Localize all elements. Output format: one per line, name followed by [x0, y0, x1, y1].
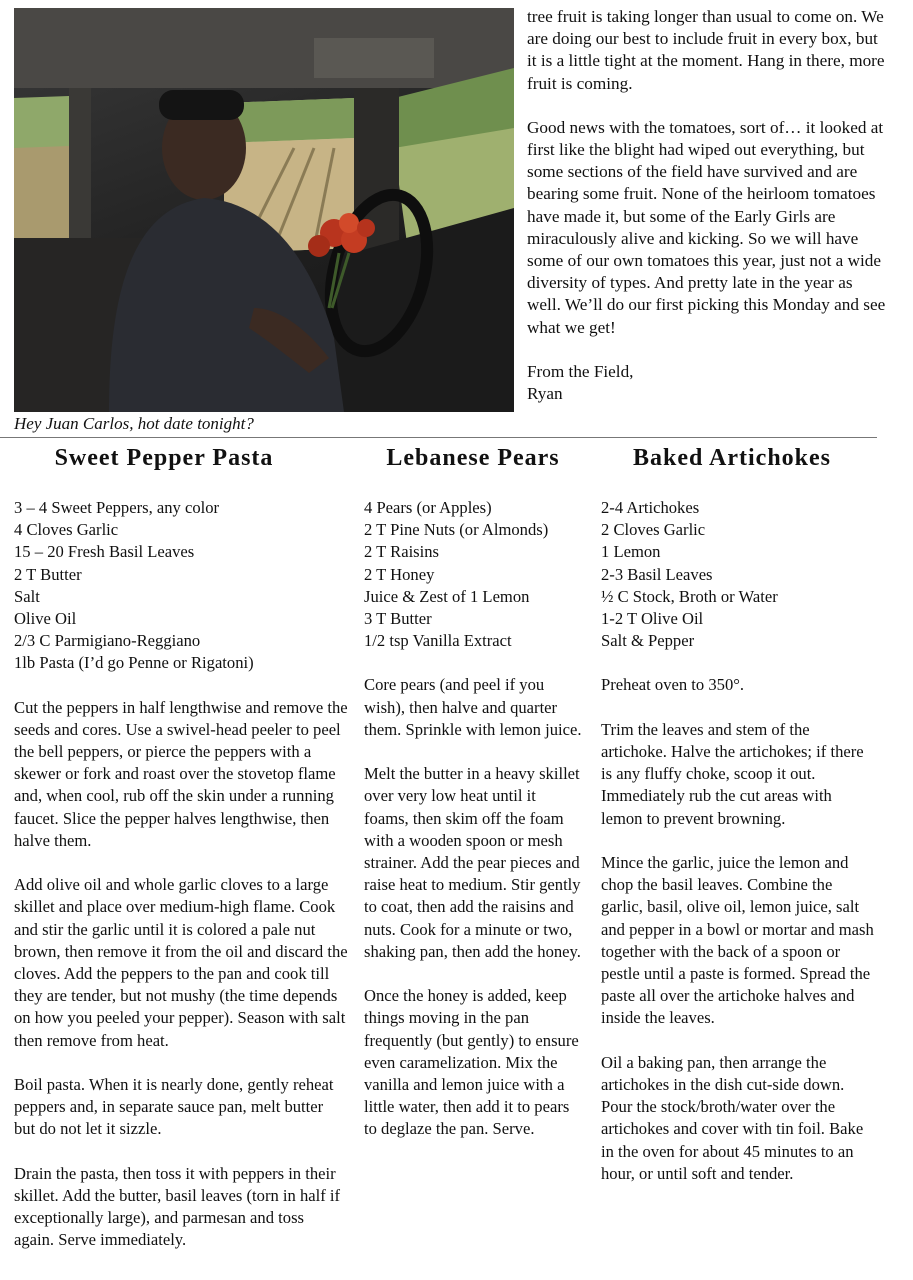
recipe-step: Once the honey is added, keep things moving in the pan frequently (but gently) to ensure even caramelization. Mix the vanilla and lemon juice with a little water, then add it to pears to deglaze the pan. Serve. [364, 986, 579, 1139]
signoff-name: Ryan [527, 384, 563, 404]
ingredient-item: Juice & Zest of 1 Lemon [364, 586, 530, 606]
signoff-line: From the Field, [527, 361, 634, 381]
recipe-lebanese-pears [364, 441, 584, 1163]
ingredient-item: Salt & Pepper [601, 631, 695, 651]
ingredient-item: Olive Oil [14, 609, 77, 629]
photo-caption: Hey Juan Carlos, hot date tonight? [14, 414, 254, 433]
ingredient-item: 2 T Pine Nuts (or Almonds) [364, 520, 549, 540]
ingredient-item: 3 T Butter [364, 609, 432, 629]
recipe-step: Add olive oil and whole garlic cloves to a large skillet and place over medium-high flame. Cook and stir the garlic until it is colored a pale nut brown, then remove it from the oil and discard the cloves. Add the peppers to the pan and cook till they are tender, but not mushy (the time depends on how you peeled your pepper). Season with salt then remove from heat. [14, 875, 348, 1050]
truck-photo [14, 8, 514, 412]
recipe-step: Drain the pasta, then toss it with peppers in their skillet. Add the butter, basil leaves (torn in half if exceptionally large), and parmesan and toss again. Serve immediately. [14, 1163, 341, 1250]
ingredient-item: 2-4 Artichokes [601, 498, 700, 517]
ingredient-item: 2 Cloves Garlic [601, 520, 706, 540]
recipe-title: Lebanese Pears [386, 445, 560, 471]
ingredient-item: 1lb Pasta (I’d go Penne or Rigatoni) [14, 653, 254, 673]
ingredient-item: 1 Lemon [601, 542, 661, 562]
ingredient-item: 1/2 tsp Vanilla Extract [364, 631, 512, 651]
recipe-title: Baked Artichokes [632, 445, 831, 471]
ingredient-item: 2-3 Basil Leaves [601, 564, 713, 584]
recipe-title: Sweet Pepper Pasta [54, 445, 274, 471]
recipe-step: Trim the leaves and stem of the artichoke. Halve the artichokes; if there is any fluffy choke, scoop it out. Immediately rub the cut areas with lemon to prevent browning. [601, 719, 864, 828]
signoff [527, 361, 887, 405]
ingredient-item: 15 – 20 Fresh Basil Leaves [14, 542, 195, 562]
intro-paragraph: tree fruit is taking longer than usual to come on. We are doing our best to include fruit in every box, but it is a little tight at the moment. Hang in there, more fruit is coming. [527, 7, 885, 93]
ingredient-list [14, 497, 348, 675]
ingredient-item: 3 – 4 Sweet Peppers, any color [14, 498, 220, 517]
ingredient-item: 4 Cloves Garlic [14, 520, 119, 540]
recipe-step: Oil a baking pan, then arrange the artichokes in the dish cut-side down. Pour the stock/broth/water over the artichokes and cover with tin foil. Bake in the oven for about 45 minutes to an hour, or until soft and tender. [601, 1052, 864, 1183]
ingredient-item: 1-2 T Olive Oil [601, 609, 704, 629]
ingredient-item: 2/3 C Parmigiano-Reggiano [14, 631, 201, 651]
truck-photo-illustration [14, 8, 514, 412]
recipe-step: Cut the peppers in half lengthwise and remove the seeds and cores. Use a swivel-head peeler to peel the bell peppers, or pierce the peppers with a skewer or fork and roast over the stovetop flame and, when cool, rub off the skin under a running faucet. Slice the pepper halves lengthwise, then halve them. [14, 697, 348, 850]
recipe-step: Melt the butter in a heavy skillet over very low heat until it foams, then skim off the foam with a wooden spoon or mesh strainer. Add the pear pieces and raise heat to medium. Stir gently to coat, then add the raisins and nuts. Cook for a minute or two, shaking pan, then add the honey. [364, 764, 581, 961]
ingredient-item: 2 T Raisins [364, 542, 439, 562]
ingredient-item: ½ C Stock, Broth or Water [601, 586, 778, 606]
section-divider [0, 437, 877, 438]
intro-paragraph: Good news with the tomatoes, sort of… it looked at first like the blight had wiped out everything, but some sections of the field have survived and are bearing some fruit. None of the heirloom tomatoes have made it, but some of the Early Girls are miraculously alive and kicking. So we will have some of our own tomatoes this year, just not a wide diversity of types. And pretty late in the year as well. We’ll do our first picking this Monday and see what we get! [527, 117, 886, 337]
recipe-baked-artichokes [601, 441, 877, 1207]
recipe-step: Preheat oven to 350°. [601, 675, 745, 695]
recipe-step: Mince the garlic, juice the lemon and chop the basil leaves. Combine the garlic, basil, olive oil, lemon juice, salt and pepper in a bowl or mortar and mash together with the back of a spoon or pestle until a paste is formed. Spread the paste all over the artichoke halves and inside the leaves. [601, 853, 874, 1028]
recipe-sweet-pepper-pasta [14, 441, 348, 1274]
ingredient-list [364, 497, 584, 652]
recipe-step: Core pears (and peel if you wish), then halve and quarter them. Sprinkle with lemon juice. [364, 675, 582, 739]
ingredient-item: 2 T Honey [364, 564, 435, 584]
intro-text [527, 6, 887, 405]
ingredient-item: Salt [14, 586, 40, 606]
ingredient-item: 4 Pears (or Apples) [364, 498, 492, 517]
ingredient-list [601, 497, 877, 652]
ingredient-item: 2 T Butter [14, 564, 82, 584]
recipe-step: Boil pasta. When it is nearly done, gently reheat peppers and, in separate sauce pan, melt butter but do not let it sizzle. [14, 1075, 334, 1139]
